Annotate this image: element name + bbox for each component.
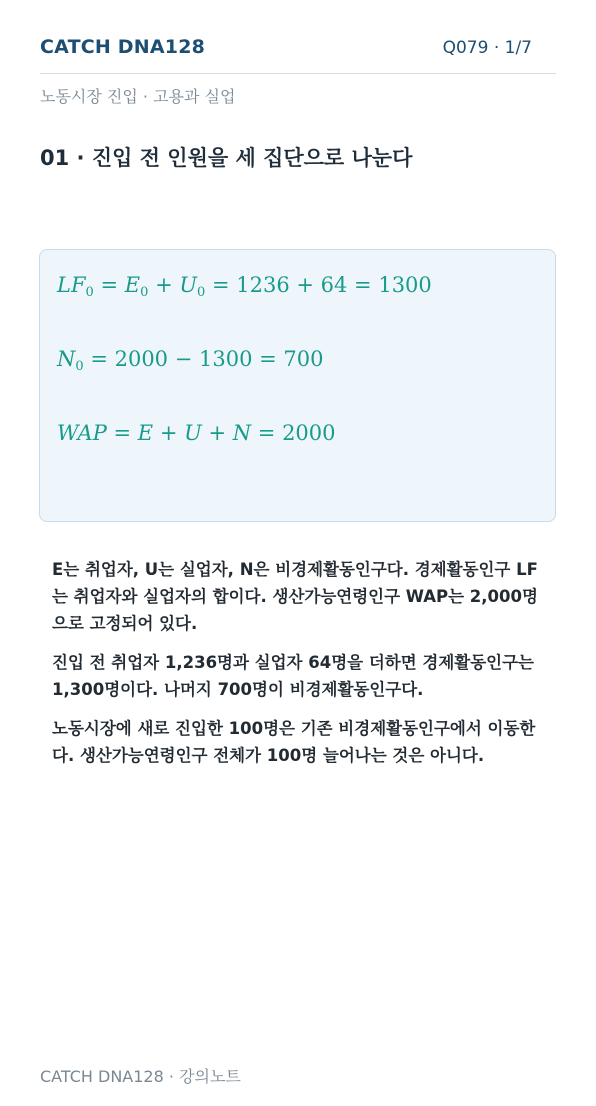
formula-sub: 0 [85, 285, 94, 300]
formula-sub: 0 [75, 359, 84, 374]
formula-sub: 0 [197, 285, 206, 300]
formula-var-n: N [57, 347, 76, 371]
note-paragraph: 노동시장에 새로 진입한 100명은 기존 비경제활동인구에서 이동한다. 생산가능연령인구 전체가 100명 늘어나는 것은 아니다. [52, 719, 536, 765]
formula-var-e: E [137, 421, 154, 445]
formula-var-u: U [184, 421, 202, 445]
formula-op: + [153, 421, 185, 445]
formula-var-n: N [232, 421, 252, 445]
brand-title: CATCH DNA128 [40, 36, 206, 58]
formula-sub: 0 [140, 285, 149, 300]
formula-non-participants [57, 347, 324, 374]
slide-title: 01 · 진입 전 인원을 세 집단으로 나눈다 [40, 146, 413, 170]
header [40, 36, 556, 74]
formula-rest: = 1236 + 64 = 1300 [205, 273, 432, 297]
note-paragraph: E는 취업자, U는 실업자, N은 비경제활동인구다. 경제활동인구 LF는 취업자와 실업자의 합이다. 생산가능연령인구 WAP는 2,000명으로 고정되어 있다. [52, 560, 538, 633]
formula-var-u: U [179, 273, 198, 297]
section-breadcrumb: 노동시장 진입 · 고용과 실업 [40, 87, 236, 106]
footer: CATCH DNA128 · 강의노트 [40, 1067, 241, 1086]
formula-op: + [201, 421, 233, 445]
notes [52, 556, 552, 781]
formula-op: = [106, 421, 138, 445]
formula-working-age-pop [57, 421, 336, 445]
formula-box [39, 249, 556, 522]
formula-rest: = 2000 − 1300 = 700 [83, 347, 324, 371]
formula-labor-force [57, 273, 432, 300]
formula-rest: = 2000 [251, 421, 336, 445]
formula-var-wap: WAP [57, 421, 107, 445]
note-paragraph: 진입 전 취업자 1,236명과 실업자 64명을 더하면 경제활동인구는 1,300명이다. 나머지 700명이 비경제활동인구다. [52, 653, 534, 699]
formula-op: = [93, 273, 125, 297]
formula-var-lf: LF [57, 273, 86, 297]
formula-op: + [148, 273, 180, 297]
page-indicator: Q079 · 1/7 [442, 38, 532, 58]
formula-var-e: E [124, 273, 141, 297]
